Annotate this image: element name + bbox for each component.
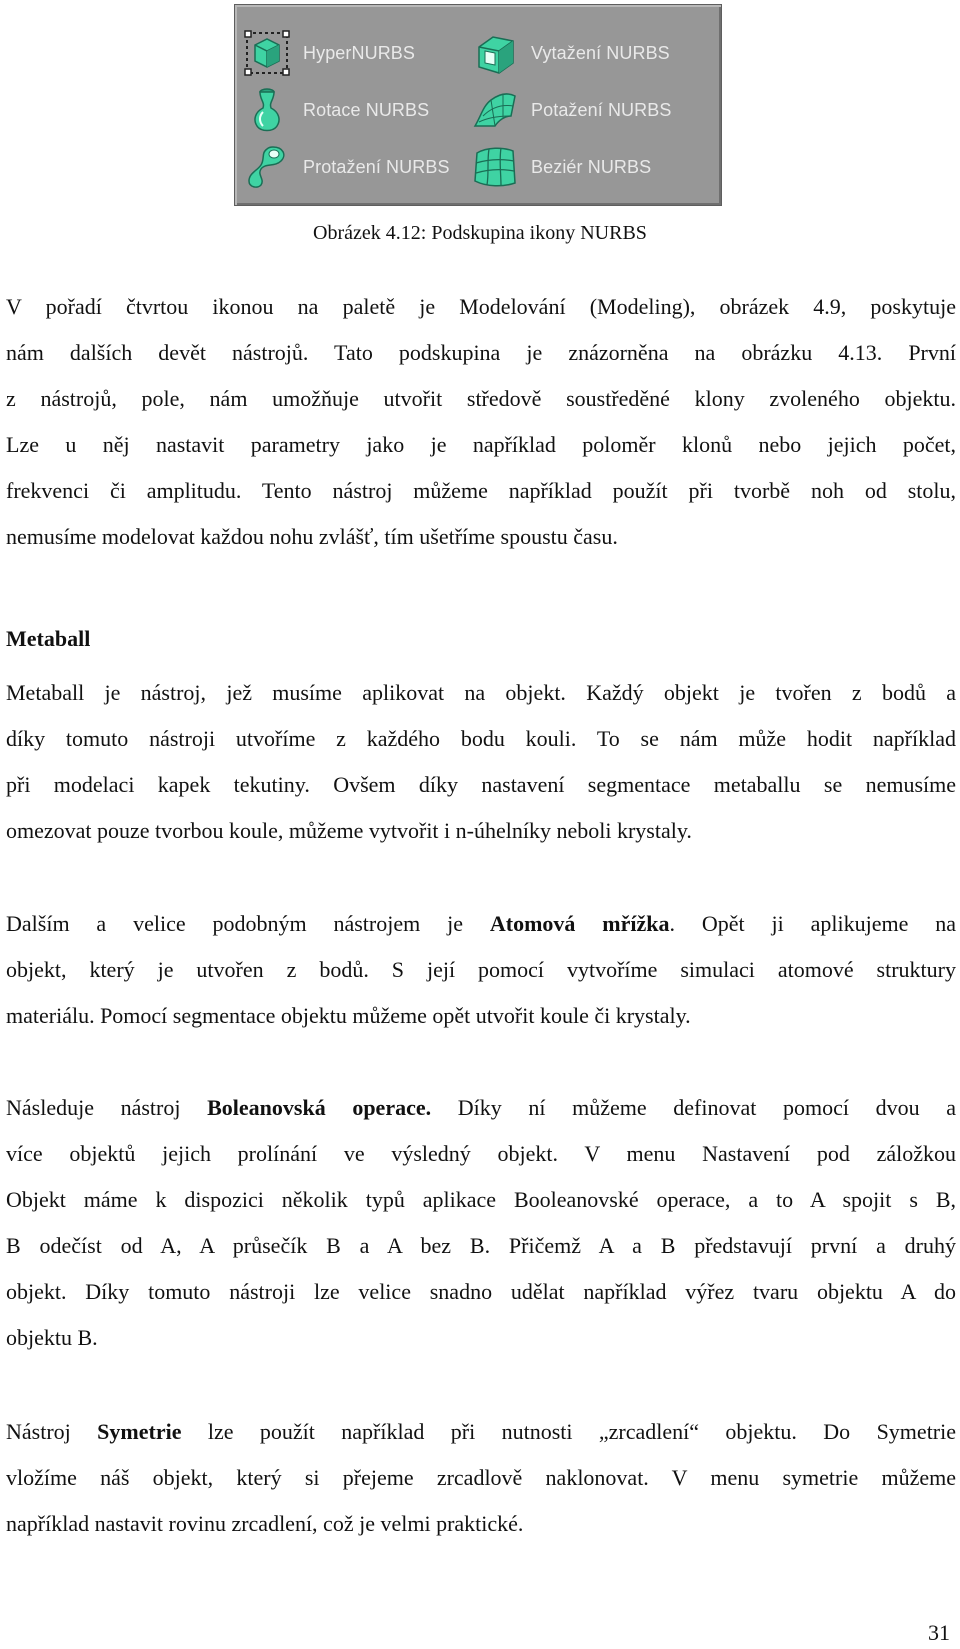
paragraph-boolean bbox=[6, 1085, 956, 1361]
text-line: Nástroj Symetrie lze použít například při nutnosti „zrcadlení“ objektu. Do Symetrie bbox=[6, 1419, 957, 1444]
text-line: například nastavit rovinu zrcadlení, což je velmi praktické. bbox=[6, 1511, 524, 1536]
text-line: nám dalších devět nástrojů. Tato podskupina je znázorněna na obrázku 4.13. První bbox=[6, 340, 956, 365]
lathe-nurbs-icon bbox=[243, 86, 291, 134]
text-line: Následuje nástroj Boleanovská operace. Díky ní můžeme definovat pomocí dvou a bbox=[6, 1095, 956, 1120]
tool-label: Rotace NURBS bbox=[303, 99, 430, 120]
tool-label: Vytažení NURBS bbox=[531, 42, 670, 63]
paragraph-atom-grid bbox=[6, 901, 956, 1039]
tool-label: HyperNURBS bbox=[303, 42, 416, 63]
sweep-nurbs-icon bbox=[243, 143, 291, 191]
hypernurbs-icon bbox=[243, 29, 291, 77]
text-line: B odečíst od A, A průsečík B a A bez B. Přičemž A a B představují první a druhý bbox=[6, 1233, 956, 1258]
paragraph-metaball bbox=[6, 670, 956, 854]
bezier-nurbs-icon bbox=[471, 143, 519, 191]
text-line: více objektů jejich prolínání ve výsledný objekt. V menu Nastavení pod záložkou bbox=[6, 1141, 956, 1166]
text-line: V pořadí čtvrtou ikonou na paletě je Modelování (Modeling), obrázek 4.9, poskytuje bbox=[6, 294, 956, 319]
nurbs-palette bbox=[234, 4, 722, 206]
text-line: omezovat pouze tvorbou koule, můžeme vytvořit i n-úhelníky neboli krystaly. bbox=[6, 818, 692, 843]
loft-nurbs-tool[interactable] bbox=[471, 84, 671, 136]
extrude-nurbs-tool[interactable] bbox=[471, 27, 670, 79]
term-atom-grid: Atomová mřížka bbox=[489, 911, 670, 936]
loft-nurbs-icon bbox=[471, 86, 519, 134]
lathe-nurbs-tool[interactable] bbox=[243, 84, 429, 136]
text-line: objekt. Díky tomuto nástroji lze velice snadno udělat například výřez tvaru objektu A do bbox=[6, 1279, 956, 1304]
text-line: objekt, který je utvořen z bodů. S její pomocí vytvoříme simulaci atomové struktury bbox=[6, 957, 956, 982]
tool-label: Protažení NURBS bbox=[303, 156, 450, 177]
tool-label: Beziér NURBS bbox=[531, 156, 652, 177]
paragraph-symmetry bbox=[6, 1409, 956, 1547]
text-line: Metaball je nástroj, jež musíme aplikovat na objekt. Každý objekt je tvořen z bodů a bbox=[6, 680, 956, 705]
sweep-nurbs-tool[interactable] bbox=[243, 141, 450, 193]
text-line: objektu B. bbox=[6, 1325, 98, 1350]
tool-label: Potažení NURBS bbox=[531, 99, 672, 120]
section-heading-metaball: Metaball bbox=[6, 626, 91, 651]
text-line: Lze u něj nastavit parametry jako je například poloměr klonů nebo jejich počet, bbox=[6, 432, 956, 457]
term-symmetry: Symetrie bbox=[97, 1419, 182, 1444]
text-line: Objekt máme k dispozici několik typů aplikace Booleanovské operace, a to A spojit s B, bbox=[6, 1187, 956, 1212]
page-number: 31 bbox=[928, 1620, 950, 1645]
text-line: při modelaci kapek tekutiny. Ovšem díky nastavení segmentace metaballu se nemusíme bbox=[6, 772, 956, 797]
text-line: Dalším a velice podobným nástrojem je Atomová mřížka. Opět ji aplikujeme na bbox=[6, 911, 956, 936]
text-line: frekvenci či amplitudu. Tento nástroj můžeme například použít při tvorbě noh od stolu, bbox=[6, 478, 956, 503]
text-line: materiálu. Pomocí segmentace objektu můžeme opět utvořit koule či krystaly. bbox=[6, 1003, 691, 1028]
figure-caption: Obrázek 4.12: Podskupina ikony NURBS bbox=[313, 222, 647, 244]
text-line: nemusíme modelovat každou nohu zvlášť, tím ušetříme spoustu času. bbox=[6, 524, 618, 549]
term-boolean: Boleanovská operace. bbox=[207, 1095, 432, 1120]
text-line: z nástrojů, pole, nám umožňuje utvořit středově soustředěné klony zvoleného objektu. bbox=[6, 386, 956, 411]
text-line: díky tomuto nástroji utvoříme z každého bodu kouli. To se nám může hodit například bbox=[6, 726, 956, 751]
hypernurbs-tool[interactable] bbox=[243, 27, 415, 79]
extrude-nurbs-icon bbox=[471, 29, 519, 77]
text-line: vložíme náš objekt, který si přejeme zrcadlově naklonovat. V menu symetrie můžeme bbox=[6, 1465, 956, 1490]
bezier-nurbs-tool[interactable] bbox=[471, 141, 651, 193]
paragraph-modeling bbox=[6, 284, 956, 560]
